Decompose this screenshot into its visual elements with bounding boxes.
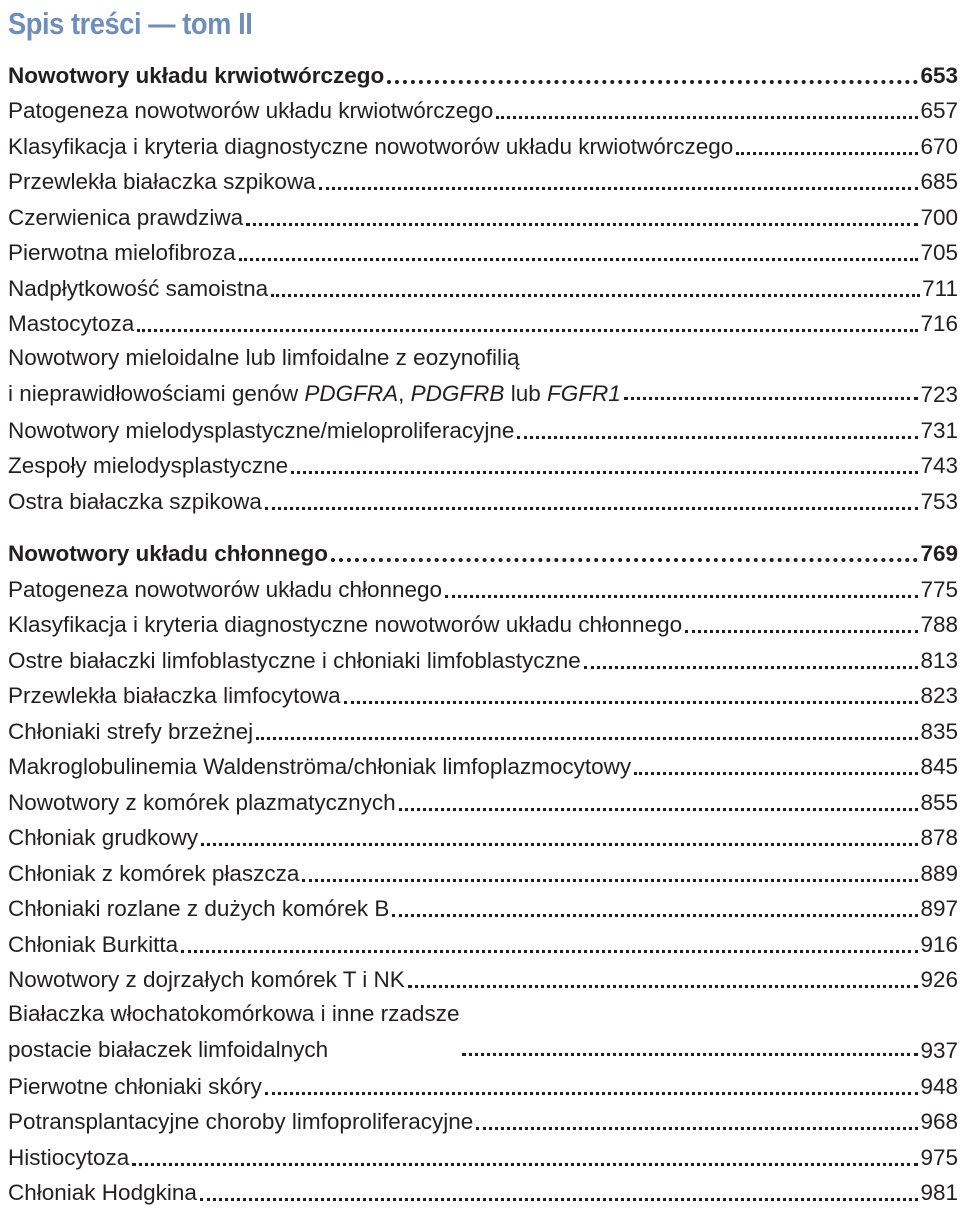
dot-leader xyxy=(331,558,918,562)
toc-page-number: 981 xyxy=(920,1180,958,1205)
dot-leader xyxy=(445,595,918,598)
toc-entry-label: Ostra białaczka szpikowa xyxy=(8,488,262,514)
toc-page-number: 897 xyxy=(920,896,958,921)
toc-page-number: 855 xyxy=(920,789,958,815)
dot-leader xyxy=(132,1163,918,1166)
toc-entry-label: Histiocytoza xyxy=(8,1144,130,1170)
dot-leader xyxy=(256,737,918,740)
toc-entry-label: Przewlekła białaczka szpikowa xyxy=(8,169,316,194)
toc-page-number: 788 xyxy=(920,612,958,637)
dot-leader xyxy=(476,1127,918,1130)
dot-leader xyxy=(685,630,918,633)
toc-page-number: 670 xyxy=(920,133,958,159)
toc-entry[interactable] xyxy=(8,269,958,305)
toc-entry-label: Przewlekła białaczka limfocytowa xyxy=(8,683,341,708)
toc-entry-text: i nieprawidłowościami genów xyxy=(8,380,305,406)
gene-name-italic: PDGFRA xyxy=(304,380,399,406)
toc-section-lymphatic xyxy=(8,535,958,1210)
toc-entry-label: Patogeneza nowotworów układu krwiotwórczego xyxy=(8,98,494,123)
toc-page-number: 769 xyxy=(920,541,958,566)
dot-leader xyxy=(462,1053,918,1056)
dot-leader xyxy=(496,116,918,119)
toc-page-number: 937 xyxy=(920,1038,958,1063)
dot-leader xyxy=(137,329,918,332)
toc-page-number: 968 xyxy=(920,1109,958,1134)
toc-entry-label: Mastocytoza xyxy=(8,311,135,336)
toc-page-number: 723 xyxy=(920,382,958,407)
toc-entry-label: Potransplantacyjne choroby limfoproliferacyjne xyxy=(8,1109,474,1134)
toc-page-number: 743 xyxy=(920,453,958,478)
toc-section-heading[interactable] xyxy=(8,535,958,571)
dot-leader xyxy=(736,152,918,155)
toc-entry-label: Nowotwory mielodysplastyczne/mieloproliferacyjne xyxy=(8,417,515,443)
toc-entry[interactable] xyxy=(8,234,958,270)
toc-entry[interactable] xyxy=(8,163,958,199)
dot-leader xyxy=(517,436,918,439)
dot-leader xyxy=(399,808,919,811)
dot-leader xyxy=(246,223,918,226)
toc-entry-label: Ostre białaczki limfoblastyczne i chłoniaki limfoblastyczne xyxy=(8,647,581,673)
toc-entry-label: Chłoniak grudkowy xyxy=(8,825,199,850)
toc-page-number: 685 xyxy=(920,169,958,194)
toc-entry[interactable] xyxy=(8,783,958,819)
toc-entry-label: Pierwotna mielofibroza xyxy=(8,240,236,265)
dot-leader xyxy=(624,397,919,400)
toc-page-number: 975 xyxy=(920,1144,958,1170)
toc-entry-multiline[interactable] xyxy=(8,340,958,411)
toc-entry-line-2 xyxy=(8,376,621,412)
toc-entry-label: Chłoniaki strefy brzeżnej xyxy=(8,718,254,744)
gene-name-italic: FGFR1 xyxy=(546,380,621,406)
table-of-contents xyxy=(8,0,958,1209)
toc-entry[interactable] xyxy=(8,570,958,606)
toc-page-number: 657 xyxy=(920,98,958,123)
toc-page-number: 705 xyxy=(920,240,958,265)
toc-page-number: 916 xyxy=(920,931,958,957)
dot-leader xyxy=(408,985,919,988)
toc-page-number: 845 xyxy=(920,754,958,779)
toc-page-number: 813 xyxy=(920,647,958,673)
toc-entry-line-1: Białaczka włochatokomórkowa i inne rzadsze xyxy=(8,1001,460,1026)
toc-heading-label: Nowotwory układu krwiotwórczego xyxy=(8,62,385,88)
dot-leader xyxy=(387,80,918,84)
toc-entry[interactable] xyxy=(8,447,958,483)
toc-page-number: 775 xyxy=(920,576,958,602)
toc-entry-label: Czerwienica prawdziwa xyxy=(8,204,244,230)
toc-entry[interactable] xyxy=(8,1174,958,1210)
toc-entry-text: lub xyxy=(504,380,547,406)
dot-leader xyxy=(392,914,918,917)
toc-entry[interactable] xyxy=(8,482,958,518)
dot-leader xyxy=(265,507,919,510)
toc-page-number: 700 xyxy=(920,204,958,230)
toc-entry-label xyxy=(8,996,459,1067)
toc-entry-line-1: Nowotwory mieloidalne lub limfoidalne z eozynofilią xyxy=(8,345,520,370)
dot-leader xyxy=(319,187,919,190)
dot-leader xyxy=(181,950,918,953)
gene-name-italic: PDGFRB xyxy=(410,380,505,406)
toc-section-heading[interactable] xyxy=(8,56,958,92)
toc-page-number: 711 xyxy=(922,275,958,301)
dot-leader xyxy=(200,1198,919,1201)
toc-entry[interactable] xyxy=(8,925,958,961)
toc-entry[interactable] xyxy=(8,961,958,997)
toc-page-number: 823 xyxy=(920,683,958,708)
dot-leader xyxy=(265,1092,919,1095)
toc-entry[interactable] xyxy=(8,1067,958,1103)
dot-leader xyxy=(201,843,918,846)
toc-entry[interactable] xyxy=(8,92,958,128)
dot-leader xyxy=(344,701,919,704)
toc-entry-text: , xyxy=(398,380,411,406)
toc-entry[interactable] xyxy=(8,712,958,748)
toc-entry[interactable] xyxy=(8,606,958,642)
toc-entry[interactable] xyxy=(8,641,958,677)
toc-entry[interactable] xyxy=(8,1103,958,1139)
toc-entry-label: Makroglobulinemia Waldenströma/chłoniak limfoplazmocytowy xyxy=(8,754,632,779)
toc-page-number: 948 xyxy=(920,1073,958,1099)
toc-entry[interactable] xyxy=(8,819,958,855)
toc-page-number: 878 xyxy=(920,825,958,850)
toc-entry[interactable] xyxy=(8,127,958,163)
toc-entry[interactable] xyxy=(8,748,958,784)
toc-entry[interactable] xyxy=(8,1138,958,1174)
toc-entry-label: Patogeneza nowotworów układu chłonnego xyxy=(8,576,443,602)
toc-entry-label: Nadpłytkowość samoistna xyxy=(8,275,269,301)
toc-entry-label: Nowotwory z komórek plazmatycznych xyxy=(8,789,396,815)
toc-entry-label: Chłoniak Hodgkina xyxy=(8,1180,197,1205)
toc-entry[interactable] xyxy=(8,411,958,447)
toc-entry-label: Chłoniak Burkitta xyxy=(8,931,179,957)
toc-page-number: 835 xyxy=(920,718,958,744)
toc-entry[interactable] xyxy=(8,305,958,341)
toc-entry-label: Chłoniaki rozlane z dużych komórek B xyxy=(8,896,390,921)
toc-entry-label: Zespoły mielodysplastyczne xyxy=(8,453,289,478)
toc-entry[interactable] xyxy=(8,677,958,713)
toc-entry[interactable] xyxy=(8,890,958,926)
dot-leader xyxy=(302,879,918,882)
toc-entry-label: Pierwotne chłoniaki skóry xyxy=(8,1073,262,1099)
dot-leader xyxy=(271,294,920,297)
page-title: Spis treści — tom II xyxy=(8,6,253,41)
toc-entry-label: Nowotwory z dojrzałych komórek T i NK xyxy=(8,967,405,992)
toc-entry[interactable] xyxy=(8,198,958,234)
toc-entry-line-2: postacie białaczek limfoidalnych xyxy=(8,1036,329,1062)
dot-leader xyxy=(239,258,919,261)
toc-entry[interactable] xyxy=(8,854,958,890)
toc-section-hematopoietic xyxy=(8,56,958,518)
toc-heading-label: Nowotwory układu chłonnego xyxy=(8,541,328,566)
toc-page-number: 716 xyxy=(920,311,958,336)
toc-page-number: 731 xyxy=(920,417,958,443)
toc-entry-label xyxy=(8,340,621,411)
dot-leader xyxy=(634,772,918,775)
toc-page-number: 653 xyxy=(920,62,958,88)
toc-entry-label: Chłoniak z komórek płaszcza xyxy=(8,860,300,886)
toc-entry-label: Klasyfikacja i kryteria diagnostyczne nowotworów układu chłonnego xyxy=(8,612,683,637)
toc-entry-multiline[interactable] xyxy=(8,996,958,1067)
dot-leader xyxy=(584,666,919,669)
toc-entry-label: Klasyfikacja i kryteria diagnostyczne nowotworów układu krwiotwórczego xyxy=(8,133,734,159)
toc-page-number: 753 xyxy=(920,488,958,514)
toc-page-number: 926 xyxy=(920,967,958,992)
dot-leader xyxy=(291,471,918,474)
toc-page-number: 889 xyxy=(920,860,958,886)
